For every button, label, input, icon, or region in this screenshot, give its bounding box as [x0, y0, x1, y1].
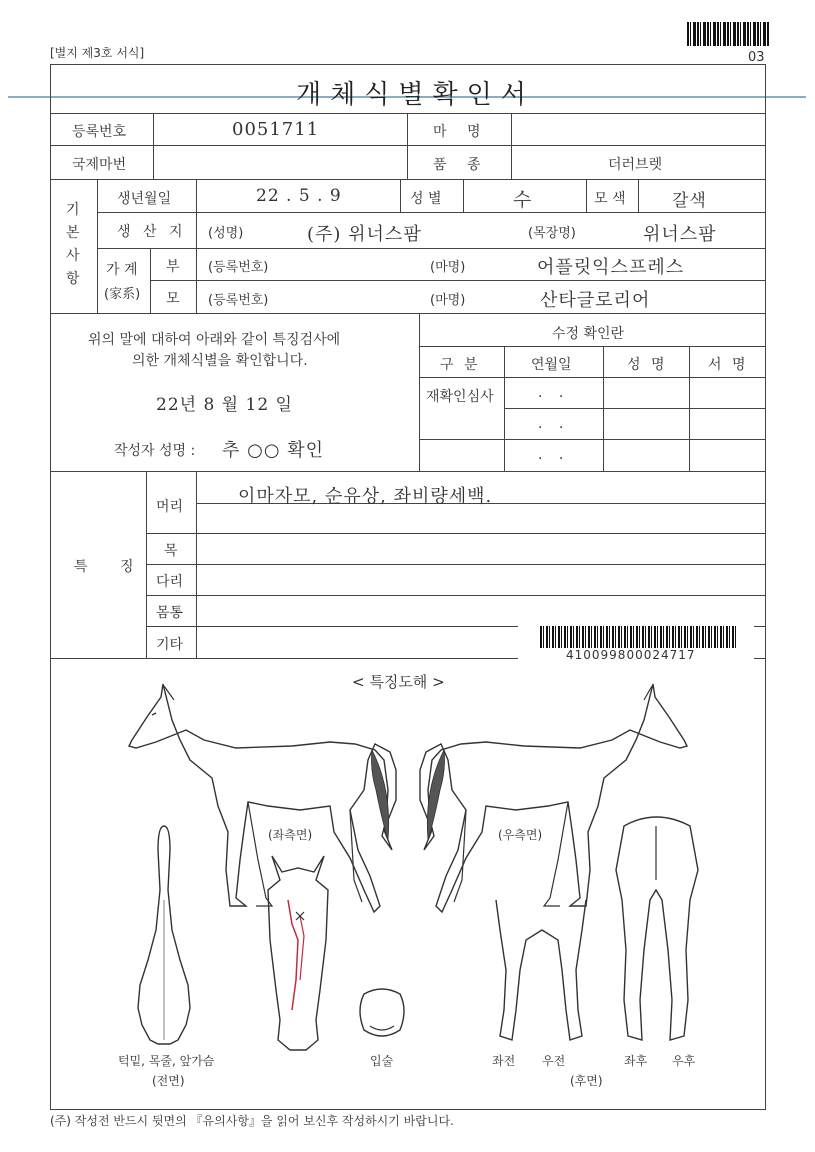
breed-value: 더러브렛: [608, 157, 663, 173]
writer-label: 작성자 성명 :: [114, 443, 196, 459]
sire-reg-sub: (등록번호): [208, 260, 269, 275]
features-section-label: 특 징: [74, 559, 148, 575]
statement-line-1: 위의 말에 대하여 아래와 같이 특징검사에: [88, 332, 341, 348]
head-label: 머리: [156, 499, 184, 515]
rear-right-label: 우후: [672, 1054, 696, 1068]
producer-label: 생 산 지: [117, 224, 187, 240]
col-name: 성 명: [627, 357, 668, 373]
rear-sub: (후면): [570, 1074, 603, 1088]
color-label: 모 색: [594, 191, 626, 207]
breed-label: 품 종: [433, 157, 489, 173]
lip-label: 입술: [370, 1054, 394, 1068]
lineage-label: 가 계: [106, 262, 138, 278]
dots-row-1: . .: [538, 385, 570, 401]
statement-line-2: 의한 개체식별을 확인합니다.: [132, 353, 308, 369]
dam-horse-sub: (마명): [430, 293, 466, 308]
col-category: 구 분: [440, 357, 481, 373]
other-label: 기타: [156, 637, 184, 653]
neck-label: 목: [164, 543, 178, 559]
reg-no-value: 0051711: [232, 119, 320, 140]
dam-name-value: 산타글로리어: [540, 290, 651, 311]
confirm-date: 22년 8 월 12 일: [156, 395, 293, 415]
lineage-hanja: (家系): [104, 287, 141, 302]
col-date: 연월일: [531, 357, 572, 373]
dam-label: 모: [166, 291, 180, 307]
document-title: 개체식별확인서: [296, 80, 535, 110]
form-label: [별지 제3호 서식]: [50, 46, 145, 60]
rear-left-label: 좌후: [624, 1054, 648, 1068]
birth-label: 생년월일: [117, 191, 172, 207]
front-left-label: 좌전: [492, 1054, 516, 1068]
sex-value: 수: [513, 189, 533, 211]
front-right-label: 우전: [542, 1054, 566, 1068]
sex-label: 성 별: [410, 191, 442, 207]
body-label: 몸통: [156, 605, 184, 621]
sire-label: 부: [166, 259, 180, 275]
correction-title: 수정 확인란: [552, 326, 625, 342]
head-value: 이마자모, 순유상, 좌비량세백.: [238, 486, 493, 507]
reg-no-label: 등록번호: [72, 124, 127, 140]
footer-note: (주) 작성전 반드시 뒷면의 『유의사항』을 읽어 보신후 작성하시기 바랍니다.: [50, 1114, 454, 1128]
recheck-label: 재확인심사: [426, 389, 494, 405]
front-sub: (전면): [152, 1074, 185, 1088]
left-side-label: (좌측면): [268, 828, 313, 842]
dots-row-3: . .: [538, 447, 570, 463]
diagram-title: < 특징도해 >: [352, 673, 445, 691]
right-side-label: (우측면): [498, 828, 543, 842]
farm-sub: (목장명): [528, 226, 576, 241]
sire-horse-sub: (마명): [430, 260, 466, 275]
sire-name-value: 어플릿익스프레스: [537, 257, 685, 278]
col-sign: 서 명: [708, 357, 749, 373]
producer-name-sub: (성명): [208, 226, 244, 241]
color-value: 갈색: [672, 191, 707, 211]
farm-name-value: 위너스팜: [643, 224, 717, 245]
basic-section-label: 기본사항: [66, 202, 80, 287]
page-number: 03: [748, 50, 765, 65]
dam-reg-sub: (등록번호): [208, 293, 269, 308]
leg-label: 다리: [156, 574, 184, 590]
dots-row-2: . .: [538, 416, 570, 432]
intl-name-label: 국제마번: [72, 157, 127, 173]
horse-name-label: 마 명: [433, 124, 489, 140]
front-caption: 턱밑, 목줄, 앞가슴: [118, 1054, 215, 1068]
producer-name-value: (주) 위너스팜: [307, 224, 422, 245]
writer-value: 추 ○○ 확인: [222, 440, 325, 461]
birth-value: 22 . 5 . 9: [256, 186, 342, 206]
barcode-number: 410099800024717: [566, 648, 696, 662]
